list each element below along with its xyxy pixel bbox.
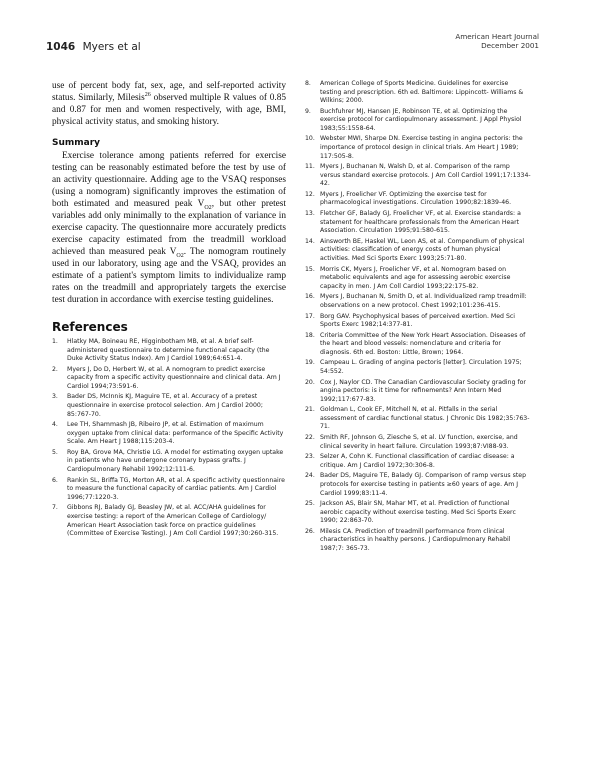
reference-number: 11. [305,163,315,171]
reference-item [305,80,531,106]
reference-number: 10. [305,135,315,143]
reference-number: 2. [52,365,58,373]
reference-number: 12. [305,190,315,198]
reference-item [305,528,531,554]
reference-number: 24. [305,472,315,480]
reference-number: 26. [305,527,315,535]
reference-item [305,293,531,310]
reference-item [305,453,531,470]
reference-number: 19. [305,359,315,367]
reference-text: Gibbons RJ, Balady GJ, Beasley JW, et al. ACC/AHA guidelines for exercise testing: a report of the American College of Cardiology/ American Heart Association task force on practice guidelines (Committee of Exercise Testing). J Am Coll Cardiol 1997;30:260-315. [67,504,279,538]
reference-item [52,477,286,503]
left-column [52,80,286,541]
reference-item [305,313,531,330]
reference-text: Borg GAV. Psychophysical bases of perceived exertion. Med Sci Sports Exerc 1982;14:377-81. [320,312,516,329]
reference-number: 25. [305,500,315,508]
reference-number: 7. [52,504,58,512]
reference-number: 16. [305,293,315,301]
reference-text: Rankin SL, Briffa TG, Morton AR, et al. A specific activity questionnaire to measure the functional capacity of cardiac patients. Am J Cardiol 1996;77:1220-3. [67,476,285,501]
reference-number: 15. [305,265,315,273]
reference-item [305,359,531,376]
reference-text: Cox J, Naylor CD. The Canadian Cardiovascular Society grading for angina pectoris: is it time for refinements? Ann Intern Med 1992;117:677-83. [320,378,526,403]
reference-number: 3. [52,393,58,401]
vo2-subscript: O2 [204,204,212,211]
reference-item [52,449,286,475]
reference-text: Hlatky MA, Boineau RE, Higginbotham MB, et al. A brief self-administered questionnaire to determine functional capacity (the Duke Activity Status Index). Am J Cardiol 1989;64:651-4. [67,338,270,363]
reference-text: Myers J, Froelicher VF. Optimizing the exercise test for pharmacological investigations. Circulation 1990;82:1839-46. [320,190,512,207]
reference-number: 14. [305,237,315,245]
reference-text: Myers J, Buchanan N, Walsh D, et al. Comparison of the ramp versus standard exercise protocols. J Am Coll Cardiol 1991;17:1334-42. [320,163,531,188]
reference-text: Ainsworth BE, Haskel WL, Leon AS, et al. Compendium of physical activities: classification of energy costs of human physical activities. Med Sci Sports Exerc 1993;25:71-80. [320,237,525,262]
reference-list-left [52,338,286,539]
reference-text: Lee TH, Shammash JB, Ribeiro JP, et al. Estimation of maximum oxygen uptake from clinical data: performance of the Specific Activity Scale. Am Heart J 1988;115:203-4. [67,421,284,446]
reference-text: Goldman L, Cook EF, Mitchell N, et al. Pitfalls in the serial assessment of cardiac functional status. J Chronic Dis 1982;35:763-71. [320,406,530,431]
reference-text: Buchfuhrer MJ, Hansen JE, Robinson TE, et al. Optimizing the exercise protocol for cardiopulmonary assessment. J Appl Physiol 1983;55:1558-64. [320,107,522,132]
reference-text: Selzer A, Cohn K. Functional classification of cardiac disease: a critique. Am J Cardiol 1972;30:306-8. [320,453,515,469]
reference-text: Myers J, Do D, Herbert W, et al. A nomogram to predict exercise capacity from a specific activity questionnaire and clinical data. Am J Cardiol 1994;73:591-6. [67,365,281,390]
running-header-left [46,41,141,53]
reference-text: Bader DS, McInnis KJ, Maguire TE, et al. Accuracy of a pretest questionnaire in exercise protocol selection. Am J Cardiol 2000; 85:767-70. [67,393,263,418]
reference-number: 6. [52,476,58,484]
reference-number: 9. [305,107,311,115]
reference-text: Criteria Committee of the New York Heart Association. Diseases of the heart and blood vessels: nomenclature and criteria for diagnosis. 6th ed. Boston: Little, Brown; 1964. [320,331,526,356]
citation-superscript: 26 [144,91,151,98]
reference-number: 21. [305,406,315,414]
references-heading: References [52,320,128,334]
reference-item [52,421,286,447]
reference-text: Smith RF, Johnson G, Ziesche S, et al. LV function, exercise, and clinical severity in heart failure. Circulation 1993;87:VI88-93. [320,434,518,450]
reference-number: 20. [305,378,315,386]
reference-number: 17. [305,312,315,320]
reference-number: 23. [305,453,315,461]
reference-item [305,163,531,189]
page-number: 1046 [46,41,76,53]
reference-number: 22. [305,434,315,442]
intro-paragraph: use of percent body fat, sex, age, and self-reported activity status. Similarly, Milesis$^{26}$ observed multiple R values of 0.85 and 0.87 for men and women respectively, with age, BMI, physical activity status, and smoking history. [52,81,286,127]
reference-item [52,504,286,538]
reference-text: Morris CK, Myers J, Froelicher VF, et al. Nomogram based on metabolic equivalents and age for assessing aerobic exercise capacity in men. J Am Coll Cardiol 1993;22:175-82. [320,265,511,290]
issue-date: December 2001 [481,41,539,50]
right-column [305,80,531,556]
reference-item [305,266,531,292]
reference-text: Jackson AS, Blair SN, Mahar MT, et al. Prediction of functional aerobic capacity without exercise testing. Med Sci Sports Exerc 1990; 22:863-70. [320,500,516,525]
vo2-subscript: O2 [176,252,184,259]
journal-name: American Heart Journal [455,32,539,41]
reference-text: Myers J, Buchanan N, Smith D, et al. Individualized ramp treadmill: observations on a new protocol. Chest 1992;101:236-415. [320,293,527,309]
reference-text: Fletcher GF, Balady GJ, Froelicher VF, et al. Exercise standards: a statement for healthcare professionals from the American Heart Association. Circulation 1995;91:580-615. [320,210,521,235]
reference-number: 5. [52,448,58,456]
reference-text: American College of Sports Medicine. Guidelines for exercise testing and prescription. 6th ed. Baltimore: Lippincott- Williams & Wilkins; 2000. [320,80,524,105]
summary-paragraph: Exercise tolerance among patients referred for exercise testing can be reasonably estimated before the test by use of an activity questionnaire. Adding age to the VSAQ responses (using a nomogram) significantly improves the estimation of both estimated and measured peak $V_{O2}$, but other pretest variables add only minimally to the explanation of variance in exercise capacity. The questionnaire more accurately predicts exercise capacity estimated from the treadmill workload achieved than measured peak $V_{O2}$. The nomogram routinely used in our laboratory, using age and the VSAQ, provides an estimate of a patient's symptom limits to individualize ramp rates on the treadmill and appropriately targets the exercise test duration in accordance with exercise testing guidelines. [52,151,287,305]
running-author: Myers et al [82,41,141,53]
reference-text: Webster MWI, Sharpe DN. Exercise testing in angina pectoris: the importance of protocol design in clinical trials. Am Heart J 1989; 117:505-8. [320,135,523,160]
reference-item [305,500,531,526]
reference-item [305,434,531,451]
summary-heading: Summary [52,138,101,148]
reference-item [52,393,286,419]
reference-item [305,135,531,161]
reference-text: Bader DS, Maguire TE, Balady GJ. Comparison of ramp versus step protocols for exercise testing in patients ≥60 years of age. Am J Cardiol 1999;83:11-4. [320,472,526,497]
reference-number: 18. [305,331,315,339]
reference-item [305,238,531,264]
reference-item [305,191,531,208]
reference-number: 8. [305,80,311,87]
reference-number: 1. [52,338,58,345]
reference-item [305,210,531,236]
reference-text: Milesis CA. Prediction of treadmill performance from clinical characteristics in healthy persons. J Cardiopulmonary Rehabil 1987;7: 365-73. [320,527,511,553]
reference-list-right [305,80,531,554]
reference-item [305,379,531,405]
reference-number: 4. [52,421,58,429]
reference-number: 13. [305,210,315,218]
reference-item [305,332,531,358]
reference-item [52,366,286,392]
reference-item [305,472,531,498]
reference-item [52,338,286,364]
reference-text: Roy BA, Grove MA, Christie LG. A model for estimating oxygen uptake in patients who have undergone coronary bypass grafts. J Cardiopulmonary Rehabil 1992;12:111-6. [67,448,284,474]
reference-item [305,406,531,432]
reference-text: Campeau L. Grading of angina pectoris [letter]. Circulation 1975; 54:552. [320,359,522,375]
reference-item [305,108,531,134]
running-header-right [455,32,539,50]
